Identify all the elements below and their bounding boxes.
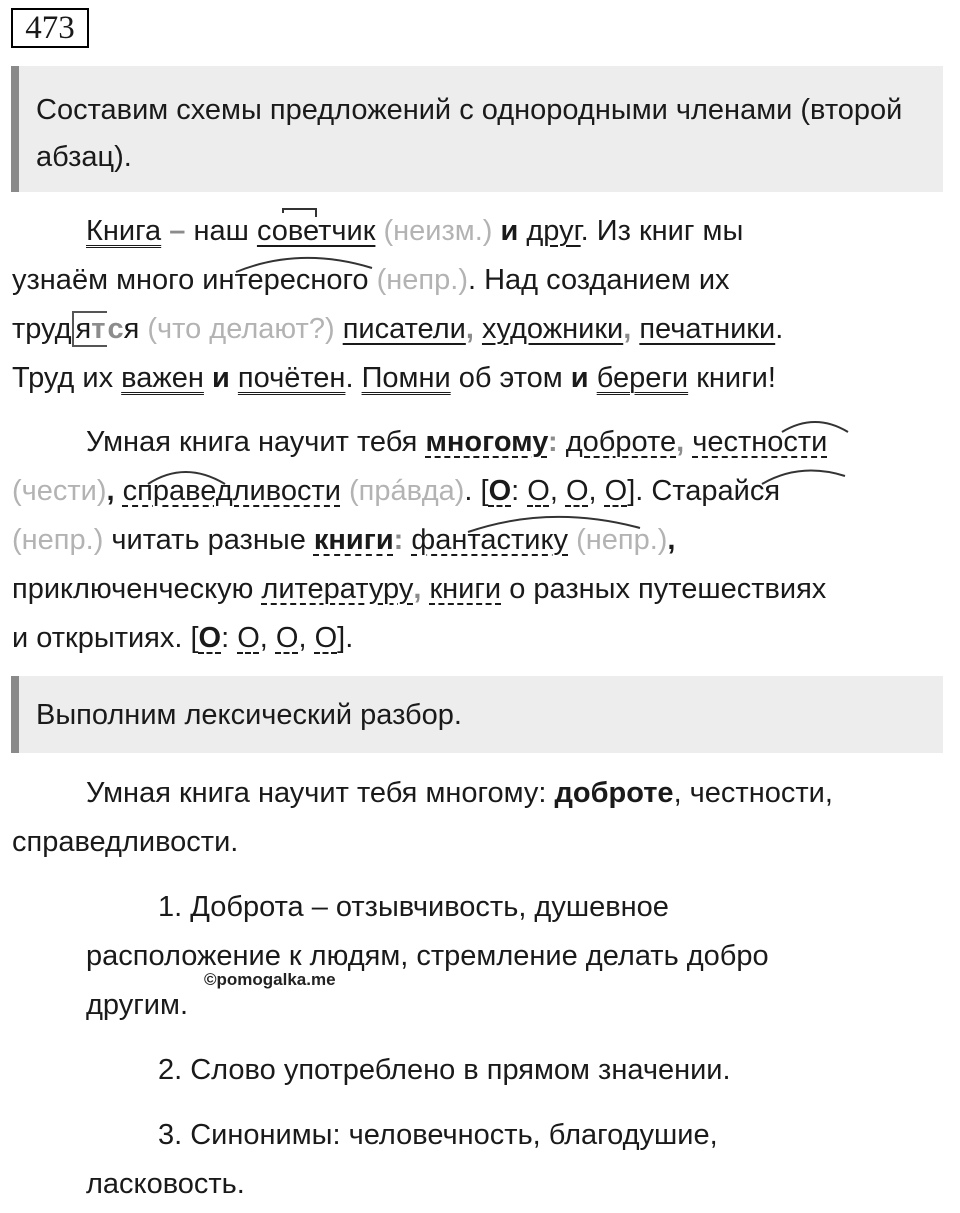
scheme-end: ]. [337, 622, 354, 654]
word-vazhen: важен [121, 362, 204, 394]
item-1-text-2: расположение к людям, стремление делать добро [86, 940, 769, 972]
word-hudozhniki: художники [481, 313, 624, 345]
word-pechatniki: печатники [639, 313, 776, 345]
p3-line2-text: справедливости. [12, 826, 239, 858]
item-3-text-2: ласковость. [86, 1168, 245, 1200]
scheme-O: О [198, 622, 222, 654]
p3-line2 [12, 822, 238, 862]
p3-line1 [86, 773, 833, 813]
word-knigi-2: книги [429, 573, 502, 605]
scheme-sep1: , [549, 475, 558, 507]
comma: , [676, 426, 685, 458]
comma-1: , [465, 313, 474, 345]
p3-line1-start: Умная книга научит тебя многому: [86, 777, 547, 809]
word-pochyoten: почётен [237, 362, 346, 394]
item-3-line1 [158, 1115, 718, 1155]
note-pravda: (прáвда) [349, 475, 465, 507]
p2-line1 [86, 422, 827, 462]
scheme-o1: О [237, 622, 260, 654]
watermark: ©pomogalka.me [204, 970, 336, 989]
scheme-o3: О [314, 622, 338, 654]
note-nepr: (непр.) [376, 264, 468, 296]
comma: , [667, 524, 676, 556]
word-spravedlivosti: справедливости [122, 475, 341, 507]
ending-t: т [91, 313, 106, 345]
note-neizm: (неизм.) [383, 215, 493, 247]
word-pomni: Помни [361, 362, 451, 394]
word-trud-root: труд [12, 313, 72, 345]
p2-line3-mid: читать разные [111, 524, 306, 556]
word-chestnosti: честности [692, 426, 828, 458]
word-nash: наш [193, 215, 249, 247]
scheme-colon: : [511, 475, 520, 507]
item-2 [158, 1050, 731, 1090]
dot: . [345, 362, 354, 394]
word-trud-ih: Труд их [12, 362, 114, 394]
item-1-line1 [158, 887, 669, 927]
comma-2: , [623, 313, 632, 345]
item-1-line3 [86, 985, 188, 1025]
section-header-lexical [11, 676, 943, 753]
word-dobrote-bold: доброте [554, 777, 674, 809]
scheme-open: . [ [464, 475, 489, 507]
p2-line3 [12, 520, 675, 560]
p2-line5 [12, 618, 353, 658]
note-chesti: (чести) [12, 475, 107, 507]
section-header-schemes [11, 66, 943, 192]
p3-line1-end: , честности, [673, 777, 833, 809]
item-3-text-1: 3. Синонимы: человечность, благодушие, [158, 1119, 718, 1151]
scheme-colon: : [221, 622, 230, 654]
comma: , [413, 573, 422, 605]
dot: . [775, 313, 784, 345]
section-header-lexical-text: Выполним лексический разбор. [36, 699, 462, 731]
p2-line4 [12, 569, 826, 609]
p1-line1 [86, 211, 743, 251]
scheme-sep2: , [588, 475, 597, 507]
p1-line1-rest: . Из книг мы [580, 215, 744, 247]
item-3-line2 [86, 1164, 245, 1204]
scheme-sep2: , [298, 622, 307, 654]
note-nepr-2: (непр.) [576, 524, 668, 556]
scheme-sep1: , [259, 622, 268, 654]
item-1-line2 [86, 936, 769, 976]
word-fantastiku: фантастику [411, 524, 568, 556]
ending-box [72, 311, 108, 347]
scheme-o2: О [565, 475, 589, 507]
p2-line4-rest: о разных путешествиях [509, 573, 827, 605]
word-beregi: береги [596, 362, 689, 394]
word-mnogomu: многому [425, 426, 548, 458]
exercise-number: 473 [11, 8, 89, 48]
p2-line2 [12, 471, 780, 511]
p1-line3 [12, 309, 783, 349]
word-kniga: Книга [86, 215, 162, 247]
scheme-o2: О [275, 622, 299, 654]
note-nepr-1: (непр.) [12, 524, 104, 556]
question-what-do: (что делают?) [147, 313, 335, 345]
p1-line4 [12, 358, 776, 398]
p1-line2-start: узнаём много [12, 264, 195, 296]
scheme-O: О [488, 475, 512, 507]
word-knigi: книги [313, 524, 394, 556]
word-i: и [500, 215, 519, 247]
colon: : [547, 426, 558, 458]
suffix-s: с [107, 313, 124, 345]
section-header-schemes-text: Составим схемы предложений с однородными членами (второй абзац). [36, 94, 903, 173]
word-priklyuchencheskuyu: приключенческую [12, 573, 254, 605]
p2-line5-start: и открытиях. [ [12, 622, 199, 654]
suffix-ja: я [123, 313, 140, 345]
p1-line2-rest: . Над созданием их [467, 264, 730, 296]
word-dobrote: доброте [565, 426, 677, 458]
dash: – [169, 215, 186, 247]
scheme-close: ]. [627, 475, 644, 507]
p1-line2 [12, 260, 730, 300]
word-sovetchik: советчик [256, 215, 376, 247]
item-2-text: 2. Слово употреблено в прямом значении. [158, 1054, 731, 1086]
word-starajsya: Старайся [651, 475, 781, 507]
word-i-1: и [212, 362, 230, 394]
p1-line4-rest: книги! [696, 362, 776, 394]
comma: , [106, 475, 115, 507]
p2-line1-start: Умная книга научит тебя [86, 426, 418, 458]
item-1-text-3: другим. [86, 989, 188, 1021]
word-ob-etom: об этом [458, 362, 563, 394]
word-i-2: и [570, 362, 589, 394]
word-pisateli: писатели [342, 313, 466, 345]
word-interesnogo: интересного [202, 264, 369, 296]
scheme-o3: О [604, 475, 628, 507]
item-1-text-1: 1. Доброта – отзывчивость, душевное [158, 891, 669, 923]
colon: : [393, 524, 404, 556]
ending-ja: я [75, 313, 92, 345]
scheme-o1: О [527, 475, 550, 507]
word-drug: друг [526, 215, 581, 247]
word-literaturu: литературу [261, 573, 414, 605]
